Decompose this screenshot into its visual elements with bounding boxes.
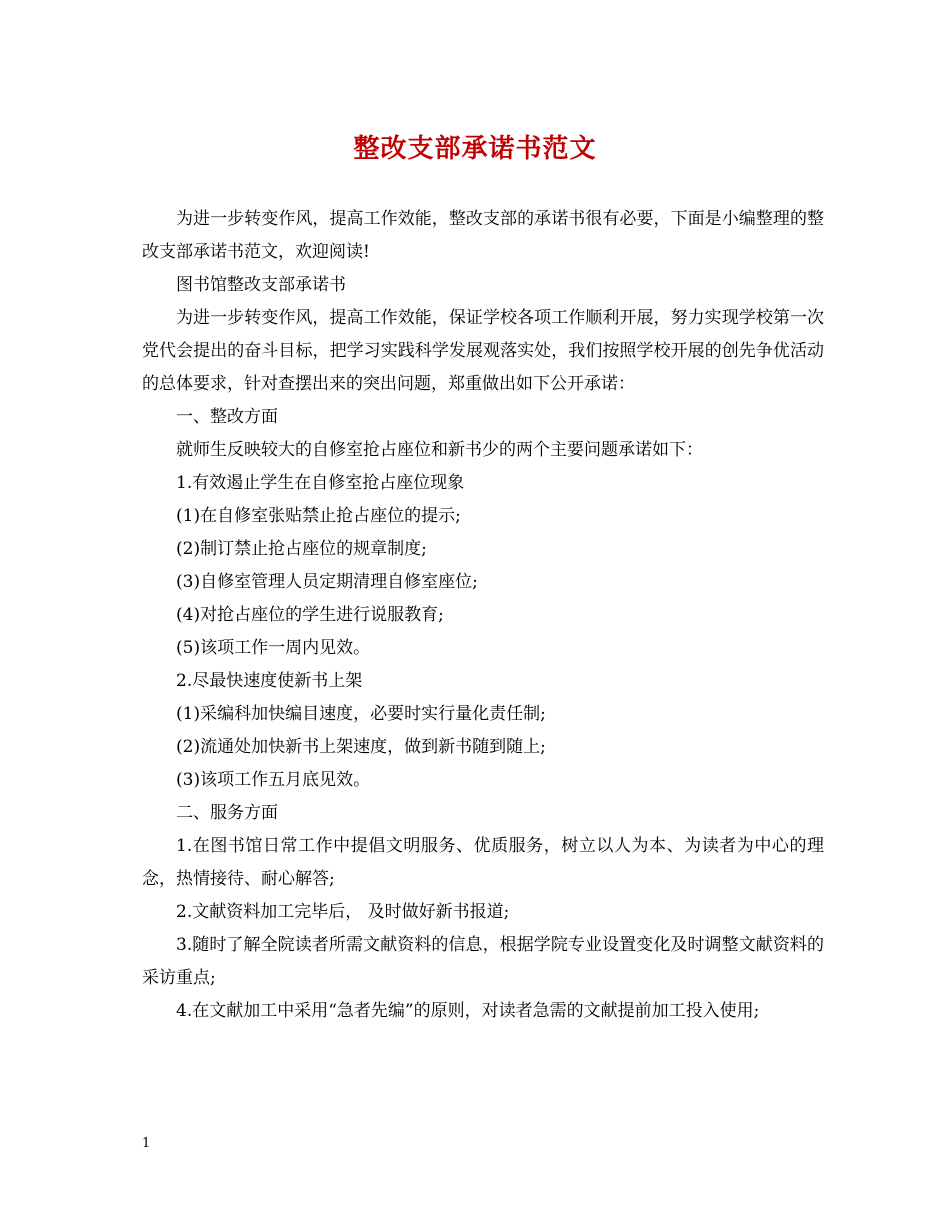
page-number: 1 [142, 1136, 151, 1151]
list-item: (3)该项工作五月底见效。 [176, 770, 371, 790]
section-heading-service: 二、服务方面 [176, 803, 278, 823]
list-item: (1)采编科加快编目速度，必要时实行量化责任制; [176, 704, 546, 724]
intro-paragraph: 为进一步转变作风，提高工作效能，整改支部的承诺书很有必要，下面是小编整理的整改支部承诺书范文，欢迎阅读! [142, 209, 824, 262]
list-item: 3.随时了解全院读者所需文献资料的信息，根据学院专业设置变化及时调整文献资料的采访重点; [142, 935, 824, 988]
list-item: 2.文献资料加工完毕后， 及时做好新书报道; [176, 902, 510, 922]
list-item: (2)流通处加快新书上架速度，做到新书随到随上; [176, 737, 546, 757]
list-item: (2)制订禁止抢占座位的规章制度; [176, 539, 427, 559]
list-item: 1.有效遏止学生在自修室抢占座位现象 [176, 473, 465, 493]
document-body [142, 203, 824, 1028]
commitment-paragraph: 为进一步转变作风，提高工作效能，保证学校各项工作顺利开展，努力实现学校第一次党代会提出的奋斗目标，把学习实践科学发展观落实处，我们按照学校开展的创先争优活动的总体要求，针对查摆出来的突出问题，郑重做出如下公开承诺： [142, 308, 824, 394]
list-item: 2.尽最快速度使新书上架 [176, 671, 363, 691]
rectification-intro: 就师生反映较大的自修室抢占座位和新书少的两个主要问题承诺如下： [176, 440, 703, 460]
list-item: (1)在自修室张贴禁止抢占座位的提示; [176, 506, 461, 526]
section-heading-rectification: 一、整改方面 [176, 407, 278, 427]
list-item: 1.在图书馆日常工作中提倡文明服务、优质服务，树立以人为本、为读者为中心的理念，热情接待、耐心解答; [142, 836, 824, 889]
section-heading-library: 图书馆整改支部承诺书 [176, 275, 346, 295]
list-item: 4.在文献加工中采用“急者先编”的原则，对读者急需的文献提前加工投入使用; [176, 1001, 760, 1021]
list-item: (4)对抢占座位的学生进行说服教育; [176, 605, 444, 625]
document-title: 整改支部承诺书范文 [353, 134, 597, 164]
list-item: (3)自修室管理人员定期清理自修室座位; [176, 572, 478, 592]
list-item: (5)该项工作一周内见效。 [176, 638, 371, 658]
